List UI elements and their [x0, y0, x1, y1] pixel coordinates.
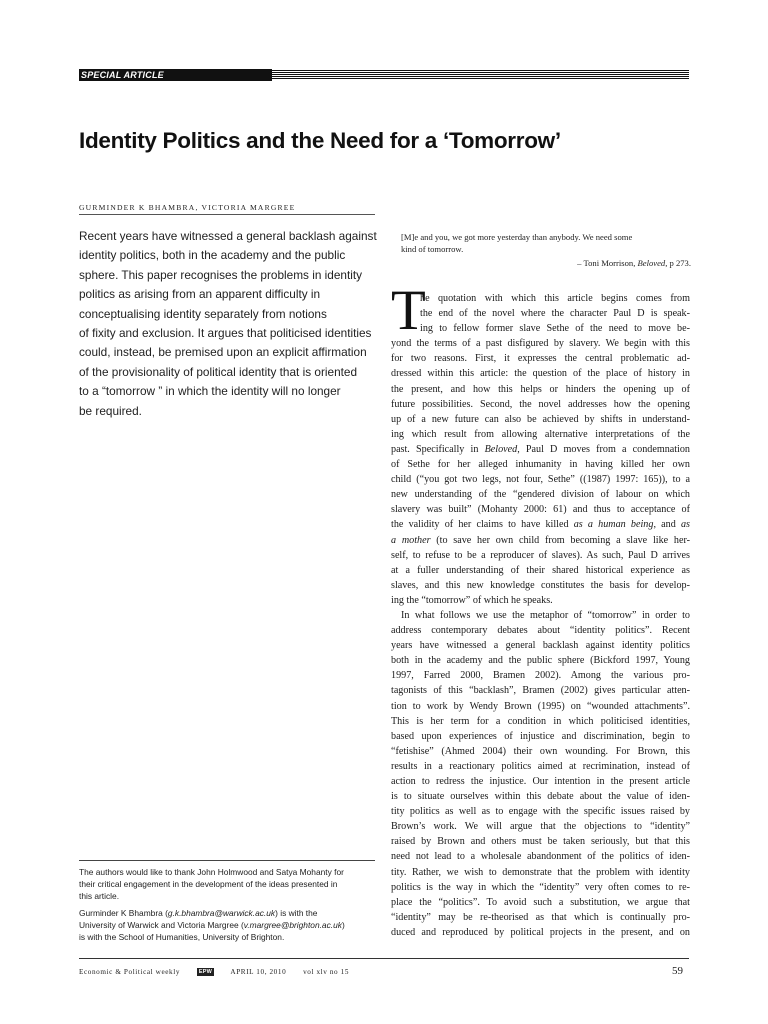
- acknowledgement-line: this article.: [79, 891, 120, 902]
- body-line: new understanding of the “gendered division of labour on which: [391, 489, 690, 501]
- article-title: Identity Politics and the Need for a ‘Tomorrow’: [79, 128, 561, 153]
- body-line: tity. Rather, we wish to demonstrate that the problem with identity: [391, 866, 690, 878]
- body-line: years have witnessed a general backlash against identity politics: [391, 640, 690, 652]
- acknowledgement-line: their critical engagement in the development of the ideas presented in: [79, 879, 338, 890]
- body-line: “identity” may be re-theorised as that which is continually pro-: [391, 911, 690, 923]
- body-line: address contemporary debates about “identity politics”. Recent: [391, 625, 690, 637]
- body-line: ing the “tomorrow” of which he speaks.: [391, 594, 553, 606]
- epigraph: [401, 231, 691, 269]
- journal-name: Economic & Political weekly: [79, 968, 181, 976]
- epw-logo: EPW: [198, 969, 212, 975]
- header-rule-lines: [272, 70, 689, 80]
- epigraph-source: [401, 257, 691, 269]
- issue-volume: vol xlv no 15: [303, 968, 350, 976]
- abstract-line: of the provisionality of political identity that is oriented: [79, 364, 358, 379]
- affiliation-line: University of Warwick and Victoria Margree (v.margree@brighton.ac.uk): [79, 920, 345, 931]
- affiliation: [79, 907, 379, 943]
- acknowledgement-line: The authors would like to thank John Holmwood and Satya Mohanty for: [79, 867, 344, 877]
- body-line: politics is the way in which the “identity” very often comes to re-: [391, 881, 690, 893]
- abstract-line: conceptualising identity separately from notions: [79, 306, 327, 321]
- body-line: the end of the novel where the character Paul D is speak-: [420, 308, 690, 320]
- body-line: self, to refuse to be a reproducer of slaves). As such, Paul D arrives: [391, 549, 690, 561]
- notes-divider: [79, 860, 375, 861]
- body-line: action to redress the injustice. Our intention in the present article: [391, 776, 690, 787]
- body-line: In what follows we use the metaphor of “tomorrow” in order to: [401, 609, 690, 621]
- epigraph-line: kind of tomorrow.: [401, 244, 464, 255]
- abstract-line: of fixity and exclusion. It argues that politicised identities: [79, 326, 372, 341]
- body-line: “fetishise” (Ahmed 2004) their own wounding. For Brown, this: [391, 745, 690, 757]
- body-line: tity politics as well as to engage with the specific issues raised by: [391, 806, 690, 818]
- body-line: the present, and how this helps or hinders the opening up of: [391, 383, 690, 395]
- article-body: [391, 291, 690, 940]
- body-line: tagonists of this “backlash”, Bramen (2002) gives particular atten-: [391, 685, 690, 697]
- body-line: at a fuller understanding of their shared historical experience as: [391, 564, 690, 576]
- body-line: ing which result from allowing alternative interpretations of the: [391, 428, 690, 440]
- body-line: the validity of her claims to have killed as a human being, and as: [391, 519, 690, 531]
- affiliation-line: Gurminder K Bhambra (g.k.bhambra@warwick.ac.uk) is with the: [79, 908, 318, 919]
- author-notes: [79, 866, 379, 944]
- body-line: place the “politics”. To avoid such a substitution, we argue that: [391, 896, 690, 908]
- abstract-line: be required.: [79, 403, 142, 418]
- abstract-line: Recent years have witnessed a general backlash against: [79, 229, 377, 243]
- body-line: slavery was built” (Mohanty 2000: 61) and thus to acceptance of: [391, 504, 690, 516]
- body-line: is to situate ourselves within this debate about the value of iden-: [391, 791, 690, 803]
- body-line: based upon experiences of injustice and discrimination, begin to: [391, 730, 690, 742]
- body-line: for two reasons. First, it expresses the central problematic ad-: [391, 353, 690, 365]
- acknowledgement: [79, 866, 379, 902]
- epigraph-source-work: Beloved: [637, 257, 666, 268]
- body-line: yond the terms of a past disfigured by slavery. We begin with this: [391, 338, 690, 350]
- body-line: child (“you got two legs, not four, Sethe” ((1987) 1997: 165)), to a: [391, 474, 690, 486]
- body-line: tion to work by Wendy Brown (1995) on “wounded attachments”.: [391, 700, 690, 712]
- footer-divider: [79, 958, 689, 959]
- body-line: raised by Brown and others must be taken seriously, but that this: [391, 836, 690, 848]
- authors-divider: [79, 214, 375, 215]
- body-line: both in the academy and the public sphere (Bickford 1997, Young: [391, 655, 690, 667]
- abstract: [79, 227, 379, 421]
- abstract-line: sphere. This paper recognises the problems in identity: [79, 267, 363, 282]
- abstract-line: to a “tomorrow ” in which the identity will no longer: [79, 384, 341, 399]
- body-line: ing to fellow former slave Sethe of the need to move be-: [420, 323, 690, 335]
- body-line: duced and reproduced by political projects in the present, and on: [391, 926, 690, 938]
- body-line: of Sethe for her alleged inhumanity in having killed her own: [391, 459, 690, 471]
- page-footer: [79, 968, 349, 976]
- body-line: slaves, and this new knowledge constitutes the basis for develop-: [391, 579, 690, 591]
- section-header-band: [79, 69, 689, 81]
- epigraph-source-author: – Toni Morrison,: [577, 257, 638, 268]
- abstract-line: politics as arising from an apparent difficulty in: [79, 287, 321, 302]
- page-number: 59: [672, 965, 683, 977]
- issue-date: APRIL 10, 2010: [230, 968, 287, 976]
- epigraph-source-page: , p 273.: [665, 257, 691, 268]
- body-line: up of a new future can also be achieved by shifts in understand-: [391, 413, 690, 425]
- article-authors: GURMINDER K BHAMBRA, VICTORIA MARGREE: [79, 203, 296, 212]
- body-line: 1997, Farred 2000, Bramen 2002). Among the various pro-: [391, 670, 690, 682]
- body-line: past. Specifically in Beloved, Paul D moves from a condemnation: [391, 443, 690, 455]
- body-line: This is her term for a condition in which politicised identities,: [391, 715, 690, 727]
- body-line: a mother (to save her own child from becoming a slave like her-: [391, 534, 690, 546]
- abstract-line: could, instead, be premised upon an explicit affirmation: [79, 345, 367, 360]
- affiliation-line: is with the School of Humanities, University of Brighton.: [79, 932, 285, 943]
- section-label: SPECIAL ARTICLE: [79, 69, 272, 81]
- body-line: results in a reactionary politics aimed at recrimination, instead of: [391, 760, 690, 772]
- abstract-line: identity politics, both in the academy and the public: [79, 248, 346, 263]
- body-line: he quotation with which this article begins comes from: [420, 293, 690, 304]
- body-line: dressed within this article: the question of the place of history in: [391, 368, 690, 380]
- drop-cap: T: [391, 279, 426, 342]
- epigraph-line: [M]e and you, we got more yesterday than anybody. We need some: [401, 232, 633, 242]
- body-line: need not lead to a wholesale abandonment of the politics of iden-: [391, 851, 690, 863]
- body-line: Brown’s work. We will argue that the objections to “identity”: [391, 821, 690, 833]
- body-line: future possibilities. Second, the novel addresses how the opening: [391, 398, 690, 410]
